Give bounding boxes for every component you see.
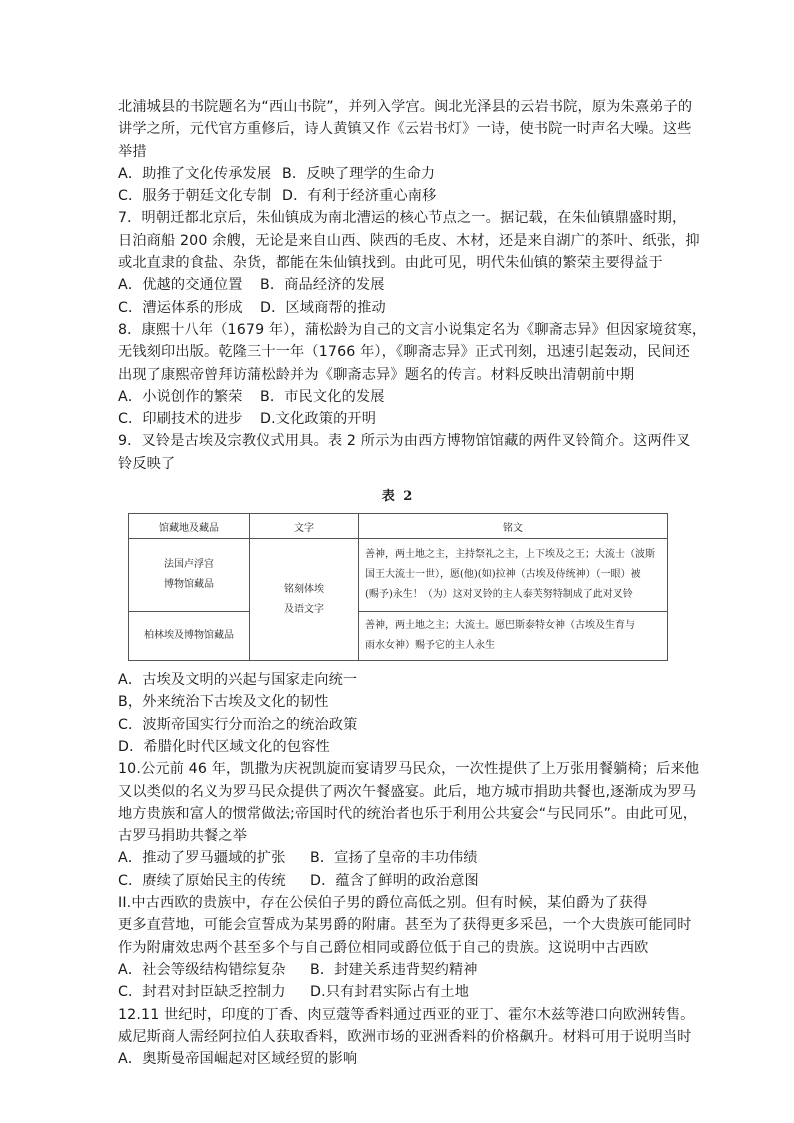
- q8-stem-line: 8．康熙十八年（1679 年），蒲松龄为自己的文言小说集定名为《聊斋志异》但因家境贫寒，: [118, 321, 707, 338]
- q10-stem-line: 又以类似的名义为罗马民众提供了两次午餐盛宴。此后，地方城市捐助共餐也,逐渐成为罗马: [118, 783, 697, 800]
- q7-option-d[interactable]: D．区域商帮的推动: [260, 299, 386, 316]
- exam-page: [118, 96, 707, 1070]
- table-header: 文字: [250, 514, 359, 539]
- q8-options-row: [118, 386, 678, 408]
- q7-options-row: [118, 297, 678, 319]
- q6-option-b[interactable]: B．反映了理学的生命力: [282, 165, 436, 182]
- q7-stem-line: 或北直隶的食盐、杂货，都能在朱仙镇找到。由此可见，明代朱仙镇的繁荣主要得益于: [118, 255, 663, 272]
- q8-options-row: [118, 408, 678, 430]
- question-7: [118, 207, 700, 318]
- q6-stem-line: 举措: [118, 143, 147, 160]
- q6-stem-line: 北浦城县的书院题名为“西山书院”，并列入学宫。闽北光泽县的云岩书院，原为朱熹弟子的: [118, 99, 693, 115]
- question-12: [118, 1004, 695, 1071]
- table-cell-script: [250, 539, 359, 661]
- q10-stem-line: 地方贵族和富人的惯常做法;帝国时代的统治者也乐于利用公共宴会“与民同乐”。由此可见，: [118, 805, 698, 822]
- inscription-line: 国王大流士一世），愿(他)(如)拉神（古埃及侍统神）（一眼）被: [365, 569, 641, 581]
- q11-stem-line: 更多直营地，可能会宣誓成为某男爵的附庸。甚至为了获得更多采邑，一个大贵族可能同时: [118, 917, 692, 934]
- q6-option-c[interactable]: C．服务于朝廷文化专制: [118, 188, 272, 205]
- table-cell-inscription: [359, 612, 668, 661]
- q12-option-a[interactable]: A．奥斯曼帝国崛起对区域经贸的影响: [118, 1051, 358, 1068]
- q8-option-b[interactable]: B．市民文化的发展: [260, 388, 385, 405]
- q10-option-d[interactable]: D．蕴含了鲜明的政治意图: [310, 872, 479, 889]
- question-9: [118, 430, 691, 758]
- inscription-line: 雨水女神）赐予它的主人永生: [365, 640, 495, 652]
- q11-options-row: [118, 959, 678, 981]
- q7-option-a[interactable]: A．优越的交通位置: [118, 277, 243, 294]
- q12-stem-line: 12.11 世纪时，印度的丁香、肉豆蔻等香料通过西亚的亚丁、霍尔木兹等港口向欧洲转售。: [118, 1006, 695, 1023]
- q11-stem-line: 作为附庸效忠两个甚至多个与自己爵位相同或爵位低于自己的贵族。这说明中古西欧: [118, 939, 649, 956]
- q7-stem-line: 7．明朝迁都北京后，朱仙镇成为南北漕运的核心节点之一。据记载，在朱仙镇鼎盛时期，: [118, 210, 687, 227]
- q10-stem-line: 10.公元前 46 年，凯撒为庆祝凯旋而宴请罗马民众，一次性提供了上万张用餐躺椅；后来他: [118, 761, 700, 778]
- question-6: [118, 96, 693, 207]
- table-header-row: [129, 514, 668, 539]
- question-8: [118, 319, 707, 430]
- q9-stem-line: 9．叉铃是古埃及宗教仪式用具。表 2 所示为由西方博物馆馆藏的两件叉铃简介。这两件叉: [118, 433, 691, 450]
- artifact-table: [128, 513, 668, 661]
- q9-option-b[interactable]: B，外来统治下古埃及文化的韧性: [118, 694, 329, 711]
- table-title: 表 2: [381, 489, 415, 505]
- q12-stem-line: 威尼斯商人需经阿拉伯人获取香料，欧洲市场的亚洲香料的价格飙升。材料可用于说明当时: [118, 1028, 692, 1045]
- q9-option-d[interactable]: D．希腊化时代区域文化的包容性: [118, 738, 330, 755]
- q9-option-a[interactable]: A．古埃及文明的兴起与国家走向统一: [118, 672, 358, 689]
- table-header: 馆藏地及藏品: [129, 514, 250, 539]
- table-cell-inscription: [359, 539, 668, 612]
- q10-options-row: [118, 870, 678, 892]
- q10-option-b[interactable]: B．宣扬了皇帝的丰功伟绩: [310, 850, 478, 867]
- q10-stem-line: 古罗马捐助共餐之举: [118, 828, 248, 845]
- question-11: [118, 892, 692, 1003]
- inscription-line: 善神，两土地之主；大流士。愿巴斯泰特女神（古埃及生育与: [365, 620, 635, 632]
- table-cell-place: 柏林埃及博物馆藏品: [129, 612, 250, 661]
- q9-option-c[interactable]: C．波斯帝国实行分而治之的统治政策: [118, 716, 358, 733]
- question-10: [118, 758, 700, 892]
- q8-option-c[interactable]: C．印刷技术的进步: [118, 411, 243, 428]
- q9-stem-line: 铃反映了: [118, 455, 176, 472]
- script-line: 铭刻体埃: [284, 583, 324, 595]
- table-row: [129, 539, 668, 612]
- q7-stem-line: 日泊商船 200 余艘，无论是来自山西、陕西的毛皮、木材，还是来自湖广的茶叶、纸张，抑: [118, 232, 700, 249]
- q10-options-row: [118, 847, 678, 869]
- q8-option-a[interactable]: A．小说创作的繁荣: [118, 388, 243, 405]
- q8-stem-line: 无钱刻印出版。乾隆三十一年（1766 年），《聊斋志异》正式刊刻，迅速引起轰动，民间还: [118, 344, 690, 361]
- q6-option-d[interactable]: D．有利于经济重心南移: [282, 188, 437, 205]
- q11-options-row: [118, 981, 678, 1003]
- inscription-line: (赐予)永生！（为）这对叉铃的主人泰芙努特制成了此对叉铃: [365, 589, 633, 601]
- q11-stem-line: II.中古西欧的贵族中，存在公侯伯子男的爵位高低之别。但有时候，某伯爵为了获得: [118, 895, 648, 912]
- inscription-line: 善神，两土地之主，主持祭礼之主，上下埃及之王；大流士（波斯: [365, 549, 655, 561]
- table-header: 铭文: [359, 514, 668, 539]
- q10-option-a[interactable]: A．推动了罗马疆域的扩张: [118, 850, 286, 867]
- q7-option-b[interactable]: B．商品经济的发展: [260, 277, 385, 294]
- q7-option-c[interactable]: C．漕运体系的形成: [118, 299, 243, 316]
- q6-options-row: [118, 163, 678, 185]
- script-line: 及语文字: [284, 603, 324, 615]
- q11-option-a[interactable]: A．社会等级结构错综复杂: [118, 961, 286, 978]
- q11-option-d[interactable]: D.只有封君实际占有土地: [310, 984, 470, 1001]
- q6-option-a[interactable]: A．助推了文化传承发展: [118, 165, 272, 182]
- q10-option-c[interactable]: C．赓续了原始民主的传统: [118, 872, 286, 889]
- table-cell-place: [129, 539, 250, 612]
- q8-stem-line: 出现了康熙帝曾拜访蒲松龄并为《聊斋志异》题名的传言。材料反映出清朝前中期: [118, 366, 635, 383]
- q11-option-c[interactable]: C．封君对封臣缺乏控制力: [118, 984, 286, 1001]
- q7-options-row: [118, 274, 678, 296]
- q11-option-b[interactable]: B．封建关系违背契约精神: [310, 961, 478, 978]
- place-line: 博物馆藏品: [164, 579, 214, 591]
- q8-option-d[interactable]: D.文化政策的开明: [260, 411, 377, 428]
- place-line: 法国卢浮宫: [164, 559, 214, 571]
- q6-options-row: [118, 185, 678, 207]
- table-row: [129, 612, 668, 661]
- q6-stem-line: 讲学之所，元代官方重修后，诗人黄镇又作《云岩书灯》一诗，使书院一时声名大噪。这些: [118, 121, 692, 138]
